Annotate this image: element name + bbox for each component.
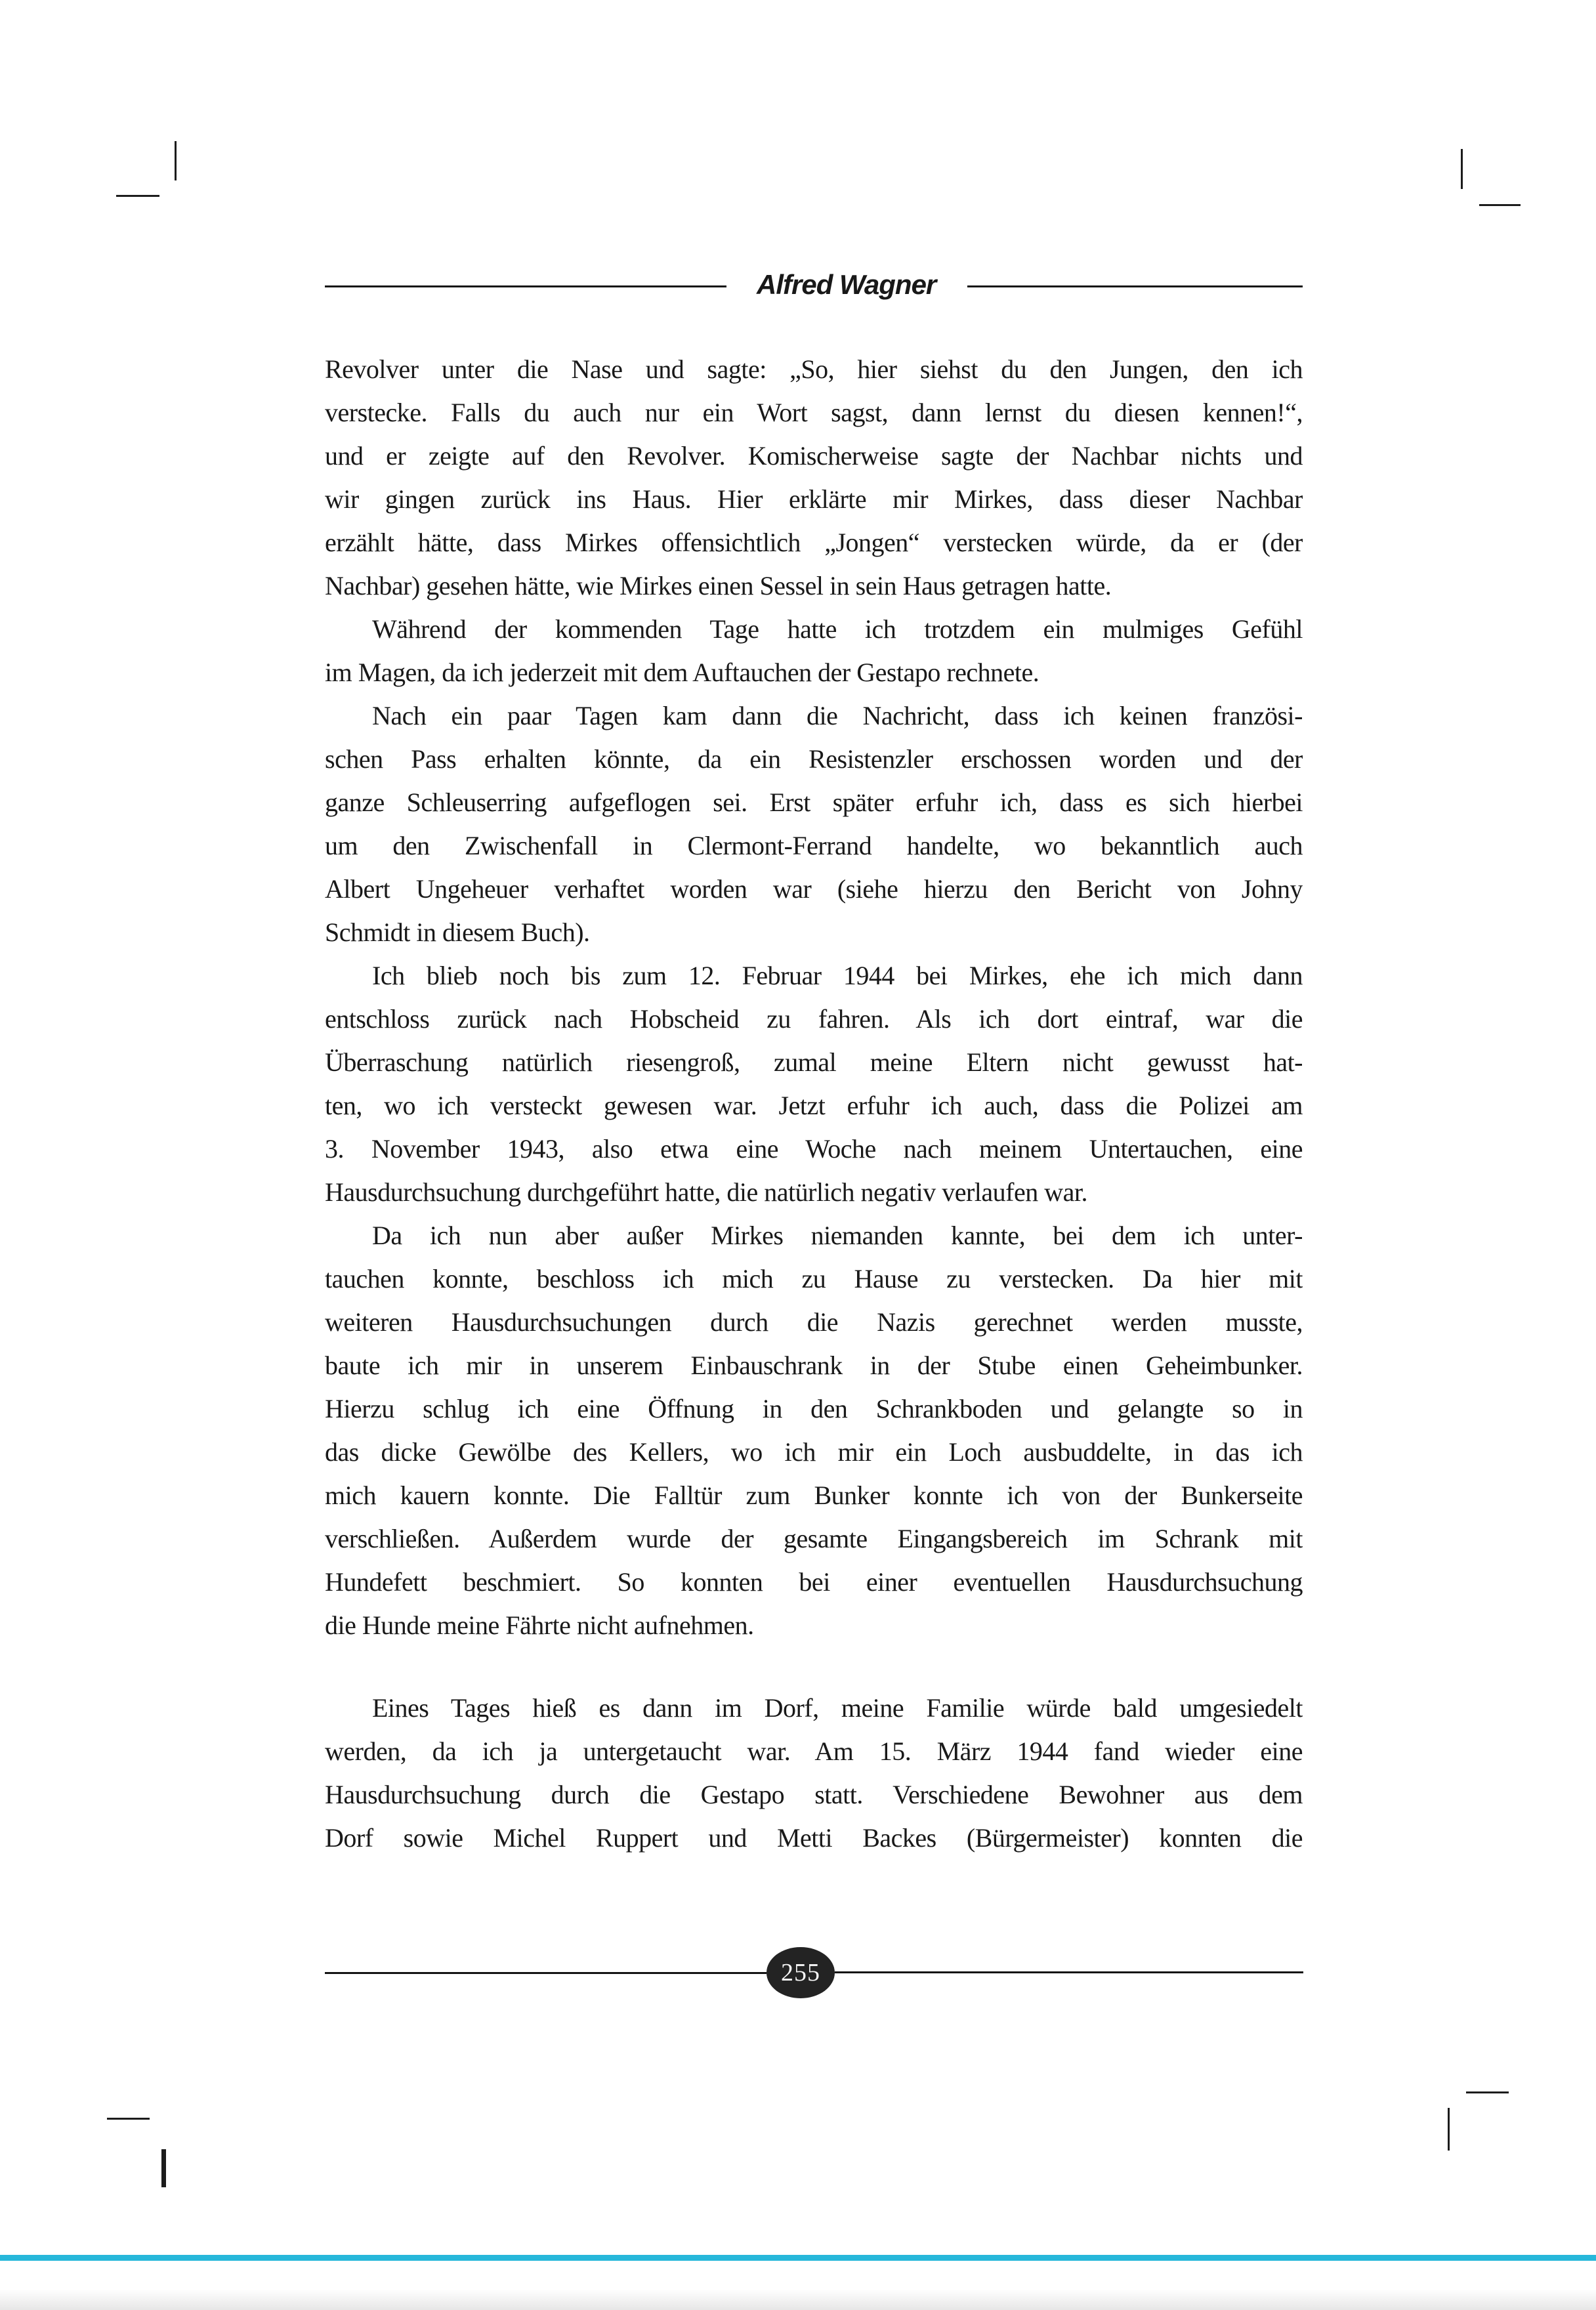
- text-line: werden, da ich ja untergetaucht war. Am 15. März 1944 fand wieder eine: [325, 1736, 1303, 1766]
- text-line: und er zeigte auf den Revolver. Komischerweise sagte der Nachbar nichts und: [325, 441, 1303, 471]
- text-line: entschloss zurück nach Hobscheid zu fahren. Als ich dort eintraf, war die: [325, 1004, 1303, 1034]
- text-line: 3. November 1943, also etwa eine Woche nach meinem Untertauchen, eine: [325, 1134, 1303, 1164]
- crop-mark-top-right-vertical: [1461, 149, 1463, 189]
- crop-mark-bottom-left-horizontal: [107, 2118, 150, 2120]
- text-line: Nach ein paar Tagen kam dann die Nachricht, dass ich keinen französi-: [372, 701, 1303, 730]
- page-edge-shadow: [0, 2289, 1596, 2310]
- text-line: mich kauern konnte. Die Falltür zum Bunker konnte ich von der Bunkerseite: [325, 1480, 1303, 1510]
- body-text: [325, 348, 1303, 1860]
- crop-mark-bottom-left-vertical: [161, 2149, 166, 2187]
- text-line: Eines Tages hieß es dann im Dorf, meine Familie würde bald umgesiedelt: [372, 1693, 1303, 1723]
- footer-rule-right: [835, 1971, 1303, 1973]
- text-line: weiteren Hausdurchsuchungen durch die Nazis gerechnet werden musste,: [325, 1307, 1303, 1337]
- text-line: schen Pass erhalten könnte, da ein Resistenzler erschossen worden und der: [325, 744, 1303, 774]
- header-rule-right: [967, 285, 1303, 287]
- text-line: baute ich mir in unserem Einbauschrank in der Stube einen Geheimbunker.: [325, 1351, 1303, 1380]
- text-line: Ich blieb noch bis zum 12. Februar 1944 bei Mirkes, ehe ich mich dann: [372, 961, 1303, 990]
- crop-mark-top-left-horizontal: [116, 195, 159, 197]
- text-line: wir gingen zurück ins Haus. Hier erklärte mir Mirkes, dass dieser Nachbar: [325, 484, 1303, 514]
- text-line: Überraschung natürlich riesengroß, zumal meine Eltern nicht gewusst hat-: [325, 1047, 1303, 1077]
- text-line: im Magen, da ich jederzeit mit dem Auftauchen der Gestapo rechnete.: [325, 658, 1040, 687]
- text-line: Albert Ungeheuer verhaftet worden war (siehe hierzu den Bericht von Johny: [325, 874, 1303, 904]
- text-line: Hausdurchsuchung durchgeführt hatte, die natürlich negativ verlaufen war.: [325, 1177, 1087, 1207]
- text-line: ten, wo ich versteckt gewesen war. Jetzt erfuhr ich auch, dass die Polizei am: [325, 1091, 1303, 1120]
- crop-mark-bottom-right-horizontal: [1466, 2091, 1509, 2093]
- text-line: Nachbar) gesehen hätte, wie Mirkes einen Sessel in sein Haus getragen hatte.: [325, 571, 1112, 600]
- crop-mark-top-left-vertical: [175, 141, 177, 180]
- text-line: Während der kommenden Tage hatte ich trotzdem ein mulmiges Gefühl: [372, 614, 1303, 644]
- text-line: Revolver unter die Nase und sagte: „So, hier siehst du den Jungen, den ich: [325, 354, 1303, 384]
- text-line: Schmidt in diesem Buch).: [325, 917, 590, 947]
- crop-mark-top-right-horizontal: [1479, 204, 1521, 206]
- text-line: verschließen. Außerdem wurde der gesamte Eingangsbereich im Schrank mit: [325, 1524, 1303, 1553]
- text-line: um den Zwischenfall in Clermont-Ferrand handelte, wo bekanntlich auch: [325, 831, 1303, 860]
- running-header: [325, 262, 1303, 310]
- header-rule-left: [325, 285, 726, 287]
- text-line: erzählt hätte, dass Mirkes offensichtlich „Jongen“ verstecken würde, da er (der: [325, 528, 1303, 557]
- text-line: Hundefett beschmiert. So konnten bei einer eventuellen Hausdurchsuchung: [325, 1567, 1303, 1597]
- text-line: Hausdurchsuchung durch die Gestapo statt. Verschiedene Bewohner aus dem: [325, 1780, 1303, 1809]
- crop-mark-bottom-right-vertical: [1448, 2108, 1450, 2151]
- footer-rule-left: [325, 1972, 766, 1974]
- text-line: Da ich nun aber außer Mirkes niemanden kannte, bei dem ich unter-: [372, 1221, 1303, 1250]
- page-header-author: Alfred Wagner: [757, 269, 936, 300]
- page-number: 255: [781, 1959, 820, 1986]
- text-line: die Hunde meine Fährte nicht aufnehmen.: [325, 1610, 754, 1640]
- text-line: ganze Schleuserring aufgeflogen sei. Erst später erfuhr ich, dass es sich hierbei: [325, 788, 1303, 817]
- text-line: das dicke Gewölbe des Kellers, wo ich mir ein Loch ausbuddelte, in das ich: [325, 1437, 1303, 1467]
- text-line: verstecke. Falls du auch nur ein Wort sagst, dann lernst du diesen kennen!“,: [325, 398, 1303, 427]
- page-number-badge: [766, 1947, 835, 1998]
- text-line: Dorf sowie Michel Ruppert und Metti Backes (Bürgermeister) konnten die: [325, 1823, 1303, 1853]
- text-line: Hierzu schlug ich eine Öffnung in den Schrankboden und gelangte so in: [325, 1394, 1303, 1423]
- text-line: tauchen konnte, beschloss ich mich zu Hause zu verstecken. Da hier mit: [325, 1264, 1303, 1293]
- cyan-scan-stripe: [0, 2255, 1596, 2261]
